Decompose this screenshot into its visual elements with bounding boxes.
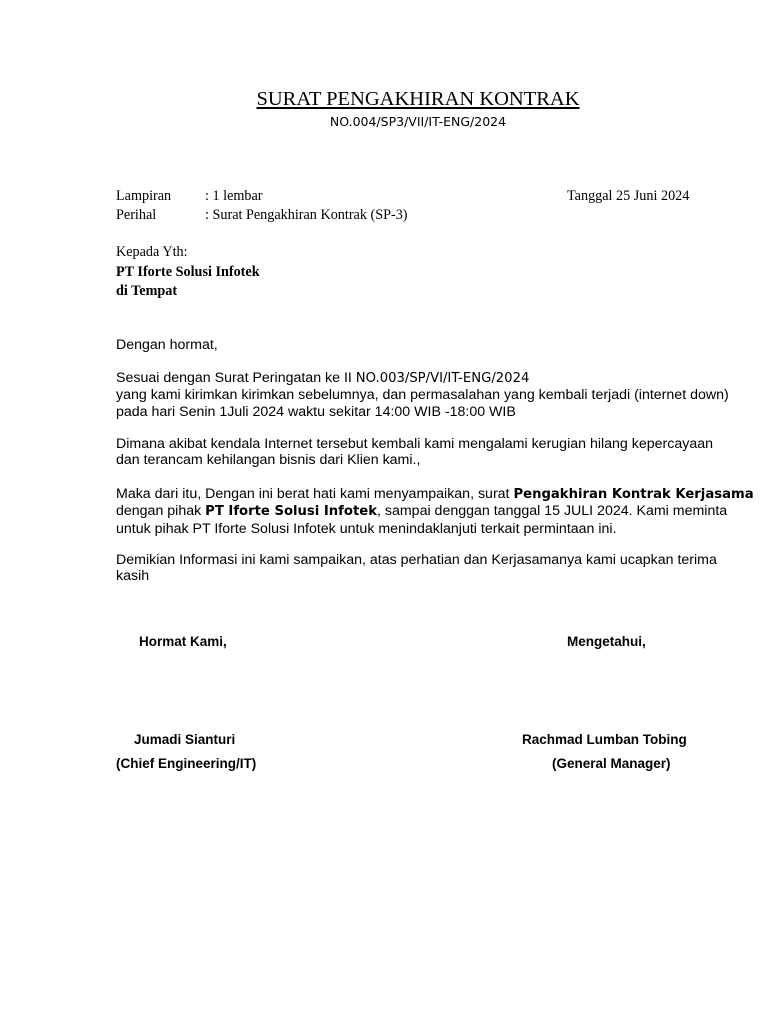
termination-phrase: Pengakhiran Kontrak Kerjasama [513,487,754,502]
paragraph-line [116,503,728,520]
p3-line2-suffix: , sampai denggan tanggal 15 JULI 2024. Kami meminta [377,503,728,520]
paragraph-termination [116,486,754,537]
p3-line2-prefix: dengan pihak [116,503,202,520]
signature-left-heading: Hormat Kami, [139,634,227,649]
p3-prefix: Maka dari itu, Dengan ini berat hati kami menyampaikan, surat [116,486,510,502]
paragraph-line: kasih [116,568,150,585]
letter-number: NO.004/SP3/VII/IT-ENG/2024 [329,114,507,129]
recipient-company: PT Iforte Solusi Infotek [116,264,260,280]
paragraph-line: Dimana akibat kendala Internet tersebut kembali kami mengalami kerugian hilang kepercayaan [116,436,713,452]
paragraph-reference [116,370,729,420]
reference-number: NO.003/SP/VI/IT-ENG/2024 [355,371,530,386]
paragraph-closing [116,552,720,585]
signature-right-heading: Mengetahui, [567,634,646,649]
paragraph-line: Demikian Informasi ini kami sampaikan, atas perhatian dan Kerjasamanya kami ucapkan terima [116,552,717,568]
salutation: Dengan hormat, [116,337,218,353]
signature-right-name: Rachmad Lumban Tobing [522,732,687,747]
perihal-value: : Surat Pengakhiran Kontrak (SP-3) [205,207,408,223]
paragraph-line: dan terancam kehilangan bisnis dari Klien kami., [116,452,421,469]
paragraph-line [116,370,720,387]
paragraph-line: yang kami kirimkan kirimkan sebelumnya, dan permasalahan yang kembali terjadi (internet down) [116,387,729,404]
paragraph-line: pada hari Senin 1Juli 2024 waktu sekitar 14:00 WIB -18:00 WIB [116,403,516,420]
signature-left-role: (Chief Engineering/IT) [116,756,257,771]
paragraph-line: untuk pihak PT Iforte Solusi Infotek untuk menindaklanjuti terkait permintaan ini. [116,520,617,537]
recipient-greeting: Kepada Yth: [116,244,188,260]
lampiran-label: Lampiran [116,188,172,204]
signature-right-role: (General Manager) [552,756,671,771]
letter-date: Tanggal 25 Juni 2024 [567,188,690,204]
recipient-place: di Tempat [116,283,178,299]
company-name-bold: PT Iforte Solusi Infotek [205,504,377,520]
lampiran-value: : 1 lembar [205,188,263,204]
perihal-label: Perihal [116,207,157,223]
signature-left-name: Jumadi Sianturi [134,732,236,747]
paragraph-impact [116,436,720,469]
p1-prefix: Sesuai dengan Surat Peringatan ke II [116,370,352,386]
paragraph-line [116,486,754,503]
letter-title: SURAT PENGAKHIRAN KONTRAK [256,88,580,110]
